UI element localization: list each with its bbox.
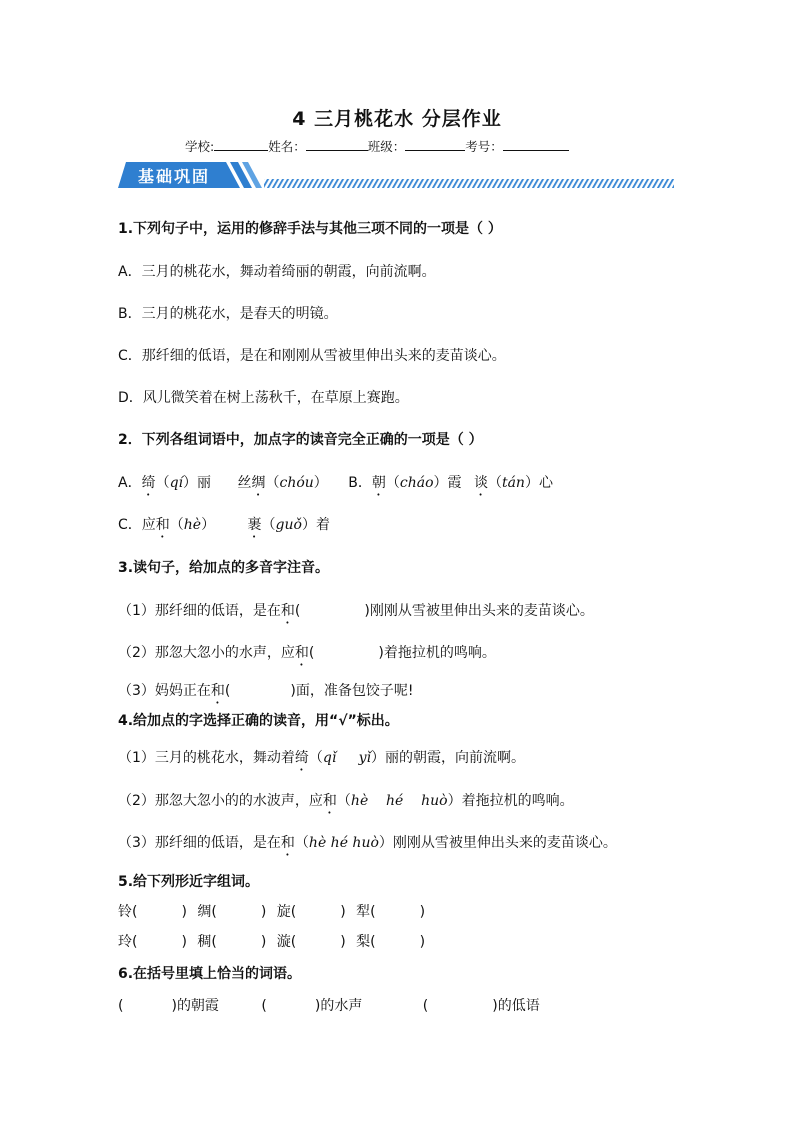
q4-sentence-3: （3）那纤细的低语，是在和（hè hé huò）刚刚从雪被里伸出头来的麦苗谈心。: [118, 835, 617, 851]
q1-option-d[interactable]: D．风儿微笑着在树上荡秋千，在草原上赛跑。: [118, 390, 409, 406]
q4-s3-char: 和: [280, 835, 295, 851]
q2-word1-rest: 丽: [197, 475, 212, 491]
q5-char: 旋: [276, 904, 291, 920]
q4-s2-after: 着拖拉机的鸣响。: [461, 793, 574, 809]
q2-word5-char2: 和: [155, 517, 170, 533]
q2-word4-char: 谈: [473, 475, 488, 491]
exam-label: 考号：: [465, 139, 503, 154]
q1-stem: 1.下列句子中，运用的修辞手法与其他三项不同的一项是（ ）: [118, 221, 502, 237]
q4-s2-pinyin-options[interactable]: hè hé huò: [350, 793, 448, 809]
q3-sentence-1: （1）那纤细的低语，是在和( )刚刚从雪被里伸出头来的麦苗谈心。: [118, 603, 594, 619]
q4-s1-after: 丽的朝霞，向前流啊。: [385, 750, 525, 766]
q3-stem: 3.读句子，给加点的多音字注音。: [118, 560, 330, 576]
q5-char: 玲: [118, 934, 132, 950]
q3-s1-char: 和: [280, 603, 295, 619]
q2-word2-char1: 丝: [237, 475, 252, 491]
q1-option-c[interactable]: C．那纤细的低语，是在和刚刚从雪被里伸出头来的麦苗谈心。: [118, 348, 506, 364]
q3-s2-after: 着拖拉机的鸣响。: [383, 645, 496, 661]
q3-s3-before: （3）妈妈正在: [118, 683, 211, 699]
q5-row-1: 铃( ) 绸( ) 旋( ) 犁( ): [118, 904, 426, 920]
q2-option-c-label[interactable]: C．: [118, 517, 142, 533]
name-blank[interactable]: [306, 138, 368, 151]
q2-word3-pinyin: cháo: [399, 475, 434, 491]
q3-s2-char: 和: [294, 645, 309, 661]
q2-word2-pinyin: chóu: [279, 475, 314, 491]
q5-char: 稠: [197, 934, 212, 950]
q4-s3-before: （3）那纤细的低语，是在: [118, 835, 281, 851]
q4-sentence-1: （1）三月的桃花水，舞动着绮（qǐ yǐ）丽的朝霞，向前流啊。: [118, 750, 525, 766]
q2-word5-pinyin: hè: [183, 517, 202, 533]
q6-item: 的朝霞: [176, 998, 219, 1014]
q1-option-a[interactable]: A．三月的桃花水，舞动着绮丽的朝霞，向前流啊。: [118, 264, 436, 280]
q2-word6-rest: 着: [315, 517, 330, 533]
q5-char: 铃: [118, 904, 132, 920]
q4-s1-pinyin-options[interactable]: qǐ yǐ: [322, 750, 371, 766]
q4-s3-after: 刚刚从雪被里伸出头来的麦苗谈心。: [392, 835, 617, 851]
q5-char: 犁: [356, 904, 371, 920]
q2-word1-char: 绮: [141, 475, 156, 491]
name-label: 姓名：: [268, 139, 306, 154]
q2-line-1: A．绮（qí）丽 丝绸（chóu） B．朝（cháo）霞 谈（tán）心: [118, 475, 553, 491]
q4-s2-char: 和: [322, 793, 337, 809]
q2-option-a-label[interactable]: A．: [118, 475, 142, 491]
q3-s1-after: 刚刚从雪被里伸出头来的麦苗谈心。: [369, 603, 594, 619]
q5-char: 漩: [276, 934, 291, 950]
section-label: 基础巩固: [138, 167, 211, 186]
q2-word2-char2: 绸: [251, 475, 266, 491]
q5-stem: 5.给下列形近字组词。: [118, 874, 260, 890]
q1-option-b[interactable]: B．三月的桃花水，是春天的明镜。: [118, 306, 338, 322]
q2-word1-pinyin: qí: [169, 475, 184, 491]
q2-stem: 2．下列各组词语中，加点字的读音完全正确的一项是（ ）: [118, 432, 483, 448]
q6-stem: 6.在括号里填上恰当的词语。: [118, 966, 302, 982]
school-blank[interactable]: [214, 138, 268, 151]
q2-word4-pinyin: tán: [501, 475, 525, 491]
q4-s3-pinyin-options[interactable]: hè hé huò: [308, 835, 379, 851]
q4-s1-before: （1）三月的桃花水，舞动着: [118, 750, 295, 766]
q5-row-2: 玲( ) 稠( ) 漩( ) 梨( ): [118, 934, 426, 950]
q2-word6-char: 裹: [247, 517, 262, 533]
q4-s1-char: 绮: [294, 750, 309, 766]
q2-word6-pinyin: guǒ: [275, 517, 302, 533]
class-label: 班级：: [367, 139, 406, 154]
q5-char: 绸: [197, 904, 212, 920]
q4-stem: 4.给加点的字选择正确的读音，用“√”标出。: [118, 713, 399, 729]
student-info: [185, 137, 569, 155]
q3-s3-char: 和: [210, 683, 225, 699]
school-label: 学校:: [185, 139, 215, 154]
q3-sentence-2: （2）那忽大忽小的水声，应和( )着拖拉机的鸣响。: [118, 645, 496, 661]
q3-s1-before: （1）那纤细的低语，是在: [118, 603, 281, 619]
q6-item: 的低语: [497, 998, 540, 1014]
q2-word3-char: 朝: [371, 475, 386, 491]
q2-word3-rest: 霞: [447, 475, 462, 491]
q6-row: ( )的朝霞 ( )的水声 ( )的低语: [118, 998, 540, 1014]
q2-word4-rest: 心: [538, 475, 553, 491]
q6-item: 的水声: [320, 998, 363, 1014]
q4-sentence-2: （2）那忽大忽小的的水波声，应和（hè hé huò）着拖拉机的鸣响。: [118, 793, 574, 809]
q2-line-2: C．应和（hè） 裹（guǒ）着: [118, 517, 330, 533]
q5-char: 梨: [356, 934, 371, 950]
exam-blank[interactable]: [503, 138, 569, 151]
q4-s2-before: （2）那忽大忽小的的水波声，应: [118, 793, 323, 809]
q3-sentence-3: （3）妈妈正在和( )面，准备包饺子呢!: [118, 683, 414, 699]
q3-s3-after: 面，准备包饺子呢!: [295, 683, 414, 699]
page-title: 4 三月桃花水 分层作业: [292, 108, 502, 130]
q3-s2-before: （2）那忽大忽小的水声，应: [118, 645, 295, 661]
q2-word5-char1: 应: [141, 517, 156, 533]
class-blank[interactable]: [405, 138, 465, 151]
q2-option-b-label[interactable]: B．: [348, 475, 372, 491]
